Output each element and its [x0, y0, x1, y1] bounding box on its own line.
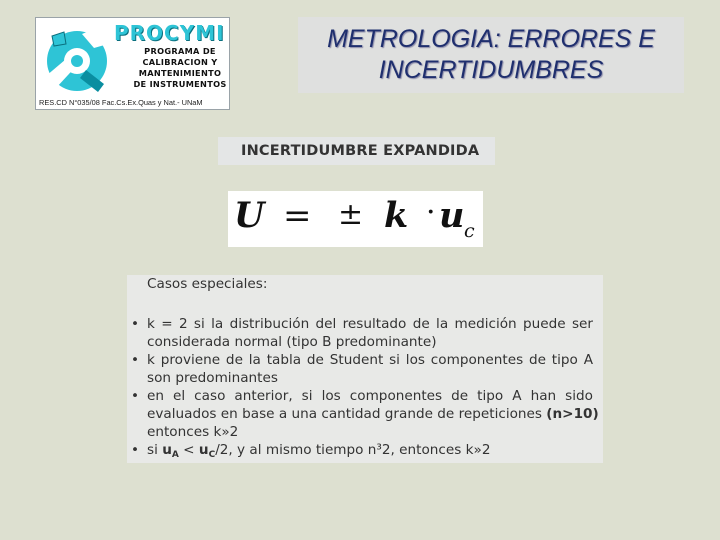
list-item — [131, 441, 593, 464]
expanded-uncertainty-formula — [228, 191, 483, 247]
slide-title-line-2: INCERTIDUMBRES — [378, 56, 604, 84]
logo-subtitle-line: DE INSTRUMENTOS — [133, 79, 227, 89]
formula-subscript-c: c — [464, 220, 475, 242]
special-cases-list — [131, 315, 599, 464]
procymi-logo — [35, 17, 230, 110]
logo-resolution: RES.CD N°035/08 Fac.Cs.Ex.Quas y Nat.- UNaM — [39, 98, 203, 107]
formula-dot: · — [426, 195, 436, 230]
logo-subtitle — [132, 46, 228, 90]
case-2-line-1: • k proviene de la tabla de Student si los componentes de tipo A — [147, 352, 593, 368]
case-3-line-1: • en el caso anterior, si los componentes de tipo A han sido — [147, 388, 593, 404]
special-cases-box — [127, 275, 603, 463]
case-4-subscript-A: A — [171, 450, 179, 460]
case-3-repetitions: (n>10) — [546, 406, 599, 422]
case-4-uC: u — [198, 442, 209, 458]
slide-title — [298, 17, 684, 93]
section-heading-text: INCERTIDUMBRE EXPANDIDA — [241, 143, 480, 159]
logo-subtitle-line: MANTENIMIENTO — [138, 68, 222, 78]
section-heading — [218, 137, 495, 165]
case-4-text-1: si — [147, 442, 163, 458]
case-3-line-2 — [147, 405, 599, 423]
case-3-line-2-text: evaluados en base a una cantidad grande de repeticiones — [147, 406, 547, 422]
formula-equals: = — [283, 196, 312, 236]
slide-title-line-1: METROLOGIA: ERRORES E — [327, 25, 655, 53]
case-4-line-1 — [147, 441, 593, 464]
case-1-line-2: considerada normal (tipo B predominante) — [147, 334, 437, 350]
logo-subtitle-line: PROGRAMA DE — [144, 46, 216, 56]
case-4-subscript-C: C — [208, 450, 216, 460]
wrench-gear-logo-icon — [42, 26, 112, 96]
special-cases-title: Casos especiales: — [147, 276, 268, 292]
logo-subtitle-line: CALIBRACION Y — [142, 57, 218, 67]
formula-u: u — [439, 195, 465, 236]
case-4-text-3: /2, y al mismo tiempo n³2, entonces k»2 — [215, 442, 491, 458]
case-4-text-2: < — [178, 442, 199, 458]
case-3-line-3: entonces k»2 — [147, 424, 239, 440]
logo-title: PROCYMI — [114, 21, 225, 45]
list-item — [131, 315, 593, 351]
case-1-line-1: • k = 2 si la distribución del resultado de la medición puede ser — [147, 316, 593, 332]
list-item — [131, 351, 593, 387]
case-4-uA: u — [162, 442, 172, 458]
formula-U: U — [234, 195, 265, 236]
formula-k: k — [384, 195, 409, 236]
formula-plus-minus: ± — [338, 197, 364, 232]
case-2-line-2: son predominantes — [147, 370, 278, 386]
list-item — [131, 387, 599, 441]
